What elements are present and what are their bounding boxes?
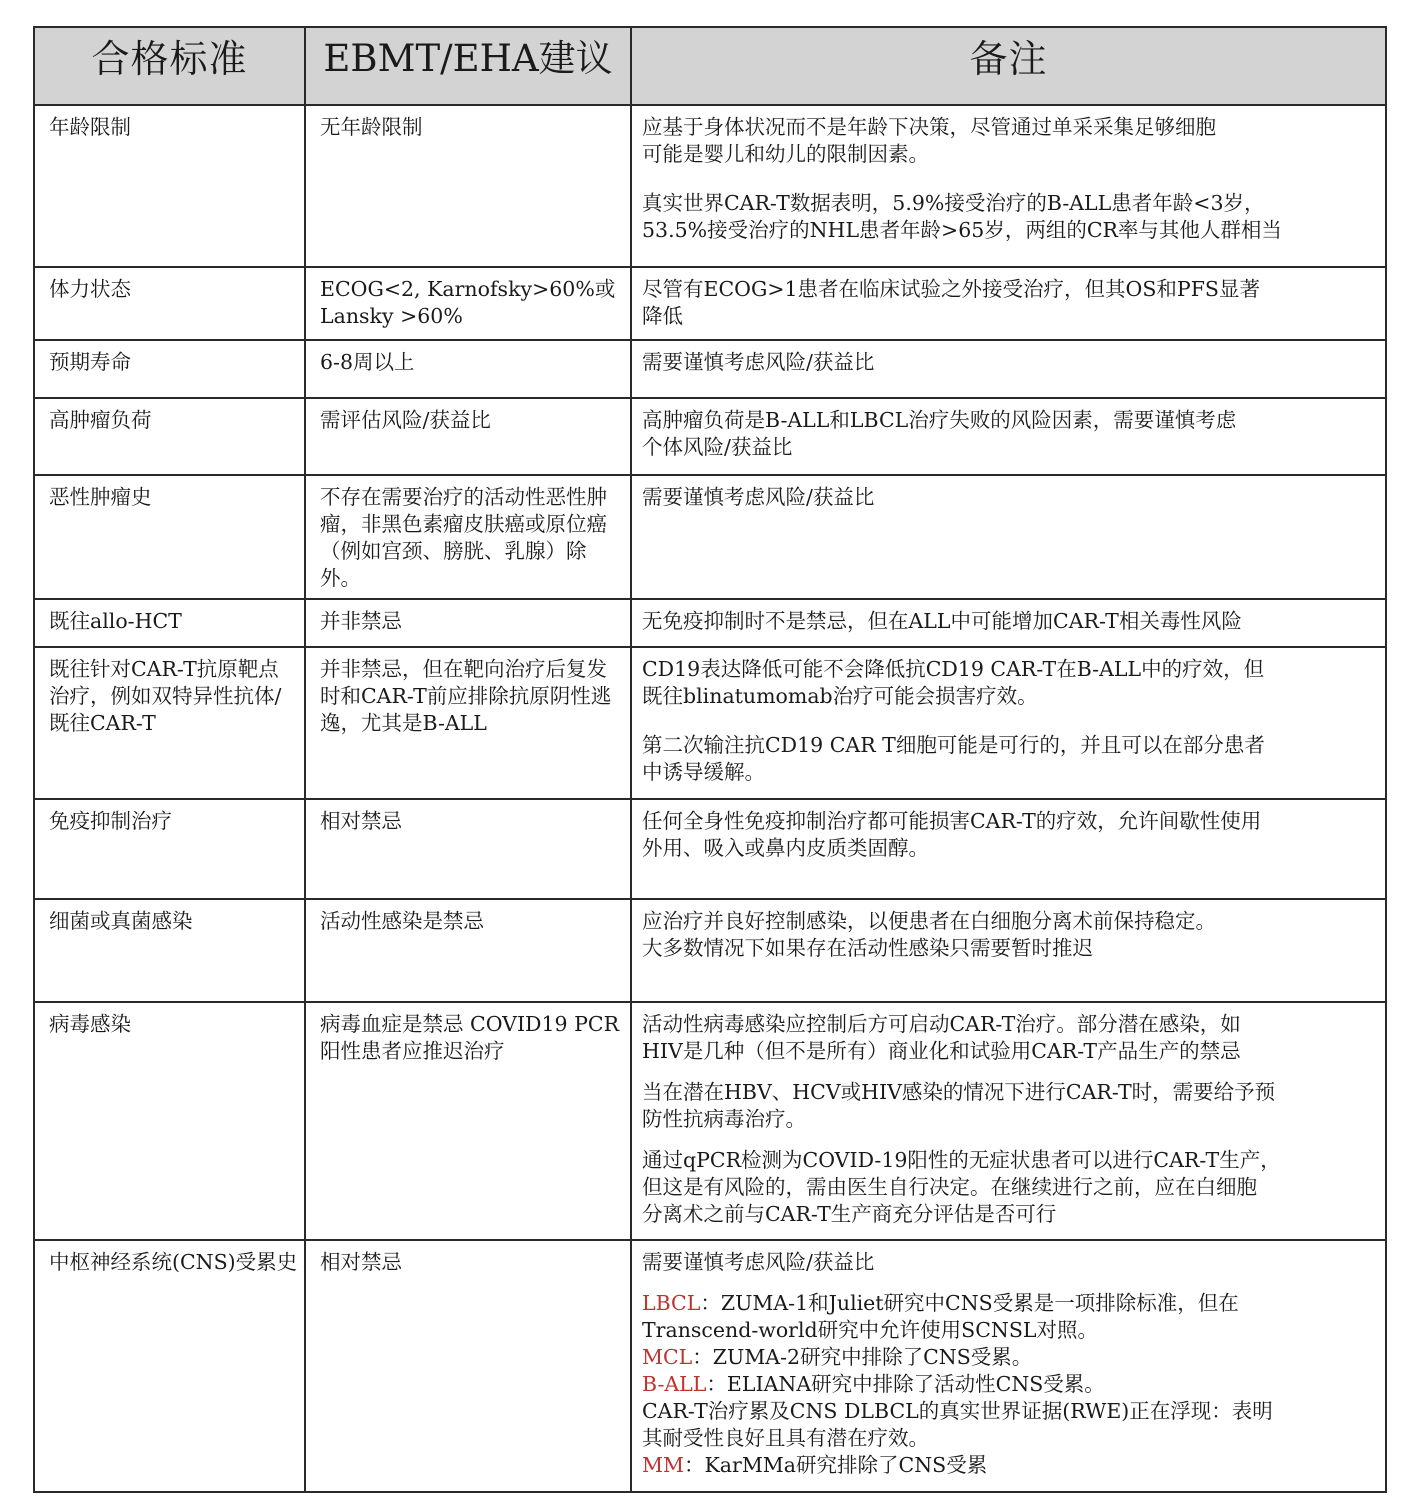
notes-cell <box>632 476 1385 517</box>
notes-line: 防性抗病毒治疗。 <box>642 1107 806 1131</box>
cns-study-list <box>642 1290 1379 1479</box>
notes-cell <box>632 341 1385 382</box>
notes-line: 高肿瘤负荷是B-ALL和LBCL治疗失败的风险因素，需要谨慎考虑 <box>642 408 1237 432</box>
notes-line: 大多数情况下如果存在活动性感染只需要暂时推迟 <box>642 936 1093 960</box>
notes-line: 任何全身性免疫抑制治疗都可能损害CAR-T的疗效，允许间歇性使用 <box>642 809 1262 833</box>
header-notes: 备注 <box>631 27 1386 105</box>
notes-line: 活动性病毒感染应控制后方可启动CAR-T治疗。部分潜在感染，如 <box>642 1012 1241 1036</box>
study-label: B-ALL <box>642 1372 707 1396</box>
notes-cell <box>632 648 1385 792</box>
table-row <box>34 599 1386 647</box>
notes-line: 当在潜在HBV、HCV或HIV感染的情况下进行CAR-T时，需要给予预 <box>642 1080 1276 1104</box>
study-label: MCL <box>642 1345 693 1369</box>
table-row <box>34 799 1386 899</box>
notes-line: 通过qPCR检测为COVID-19阳性的无症状患者可以进行CAR-T生产， <box>642 1148 1281 1172</box>
study-separator: ： <box>700 1291 721 1315</box>
study-text: ZUMA-1和Juliet研究中CNS受累是一项排除标准，但在 <box>720 1291 1239 1315</box>
study-label: MM <box>642 1453 684 1477</box>
notes-line: CD19表达降低可能不会降低抗CD19 CAR-T在B-ALL中的疗效，但 <box>642 657 1265 681</box>
recommendation-cell: 并非禁忌，但在靶向治疗后复发时和CAR-T前应排除抗原阴性逃逸，尤其是B-ALL <box>320 657 612 735</box>
notes-line: HIV是几种（但不是所有）商业化和试验用CAR-T产品生产的禁忌 <box>642 1039 1241 1063</box>
cns-study-line <box>642 1452 1379 1479</box>
table-row <box>34 398 1386 475</box>
study-text: KarMMa研究排除了CNS受累 <box>704 1453 988 1477</box>
notes-line: 无免疫抑制时不是禁忌，但在ALL中可能增加CAR-T相关毒性风险 <box>642 609 1242 633</box>
recommendation-cell: 相对禁忌 <box>320 1250 402 1274</box>
notes-line: 可能是婴儿和幼儿的限制因素。 <box>642 142 929 166</box>
recommendation-cell: 需评估风险/获益比 <box>320 408 491 432</box>
notes-line: 应治疗并良好控制感染，以便患者在白细胞分离术前保持稳定。 <box>642 909 1216 933</box>
criterion-cell: 年龄限制 <box>49 115 131 139</box>
notes-cell <box>632 900 1385 968</box>
recommendation-cell: 无年龄限制 <box>320 115 423 139</box>
cns-study-line <box>642 1317 1379 1344</box>
study-text: ELIANA研究中排除了活动性CNS受累。 <box>726 1372 1105 1396</box>
criterion-cell: 既往allo-HCT <box>49 609 182 633</box>
recommendation-cell: 活动性感染是禁忌 <box>320 909 484 933</box>
table-row <box>34 1002 1386 1240</box>
criterion-cell: 中枢神经系统(CNS)受累史 <box>49 1250 298 1274</box>
table-row <box>34 475 1386 599</box>
notes-cell <box>632 800 1385 868</box>
notes-line: 尽管有ECOG>1患者在临床试验之外接受治疗，但其OS和PFS显著 <box>642 277 1260 301</box>
table-row <box>34 1240 1386 1492</box>
study-text: Transcend-world研究中允许使用SCNSL对照。 <box>642 1318 1098 1342</box>
recommendation-cell: ECOG<2, Karnofsky>60%或Lansky >60% <box>320 277 616 328</box>
study-separator: ： <box>706 1372 727 1396</box>
notes-cell <box>632 106 1385 250</box>
notes-line: 既往blinatumomab治疗可能会损害疗效。 <box>642 684 1038 708</box>
notes-cell <box>632 1003 1385 1234</box>
criterion-cell: 既往针对CAR-T抗原靶点治疗，例如双特异性抗体/既往CAR-T <box>49 657 282 735</box>
notes-cell <box>632 399 1385 467</box>
criterion-cell: 体力状态 <box>49 277 131 301</box>
header-criterion: 合格标准 <box>34 27 305 105</box>
criterion-cell: 细菌或真菌感染 <box>49 909 193 933</box>
eligibility-table <box>33 26 1387 1493</box>
notes-line: 应基于身体状况而不是年龄下决策，尽管通过单采采集足够细胞 <box>642 115 1216 139</box>
recommendation-cell: 并非禁忌 <box>320 609 402 633</box>
notes-cell <box>632 268 1385 336</box>
recommendation-cell: 相对禁忌 <box>320 809 402 833</box>
study-text: CAR-T治疗累及CNS DLBCL的真实世界证据(RWE)正在浮现：表明 <box>642 1399 1273 1423</box>
header-recommendation: EBMT/EHA建议 <box>305 27 631 105</box>
cns-study-line <box>642 1290 1379 1317</box>
header-row <box>34 27 1386 105</box>
notes-line: 外用、吸入或鼻内皮质类固醇。 <box>642 836 929 860</box>
table-row <box>34 340 1386 398</box>
study-text: ZUMA-2研究中排除了CNS受累。 <box>712 1345 1033 1369</box>
notes-line: 分离术之前与CAR-T生产商充分评估是否可行 <box>642 1202 1057 1226</box>
cns-study-line <box>642 1371 1379 1398</box>
cns-study-line <box>642 1398 1379 1425</box>
criterion-cell: 病毒感染 <box>49 1012 131 1036</box>
table-row <box>34 105 1386 267</box>
study-text: 其耐受性良好且具有潜在疗效。 <box>642 1426 929 1450</box>
notes-line: 需要谨慎考虑风险/获益比 <box>642 350 875 374</box>
notes-line: 中诱导缓解。 <box>642 760 765 784</box>
criterion-cell: 免疫抑制治疗 <box>49 809 172 833</box>
recommendation-cell: 不存在需要治疗的活动性恶性肿瘤，非黑色素瘤皮肤癌或原位癌（例如宫颈、膀胱、乳腺）除外。 <box>320 485 607 590</box>
notes-cell <box>632 600 1385 641</box>
notes-line: 但这是有风险的，需由医生自行决定。在继续进行之前，应在白细胞 <box>642 1175 1257 1199</box>
study-separator: ： <box>683 1453 705 1477</box>
notes-line: 第二次输注抗CD19 CAR T细胞可能是可行的，并且可以在部分患者 <box>642 733 1265 757</box>
criterion-cell: 预期寿命 <box>49 350 131 374</box>
table-row <box>34 647 1386 799</box>
table-row <box>34 899 1386 1002</box>
criterion-cell: 高肿瘤负荷 <box>49 408 152 432</box>
recommendation-cell: 6-8周以上 <box>320 350 415 374</box>
study-separator: ： <box>692 1345 713 1369</box>
notes-cell <box>632 1241 1385 1485</box>
notes-intro: 需要谨慎考虑风险/获益比 <box>642 1250 875 1274</box>
study-label: LBCL <box>642 1291 701 1315</box>
cns-study-line <box>642 1344 1379 1371</box>
notes-line: 真实世界CAR-T数据表明，5.9%接受治疗的B-ALL患者年龄<3岁， <box>642 191 1265 215</box>
notes-line: 降低 <box>642 304 683 328</box>
criterion-cell: 恶性肿瘤史 <box>49 485 152 509</box>
notes-line: 53.5%接受治疗的NHL患者年龄>65岁，两组的CR率与其他人群相当 <box>642 218 1282 242</box>
table-row <box>34 267 1386 340</box>
notes-line: 个体风险/获益比 <box>642 435 793 459</box>
cns-study-line <box>642 1425 1379 1452</box>
recommendation-cell: 病毒血症是禁忌 COVID19 PCR阳性患者应推迟治疗 <box>320 1012 620 1063</box>
notes-line: 需要谨慎考虑风险/获益比 <box>642 485 875 509</box>
